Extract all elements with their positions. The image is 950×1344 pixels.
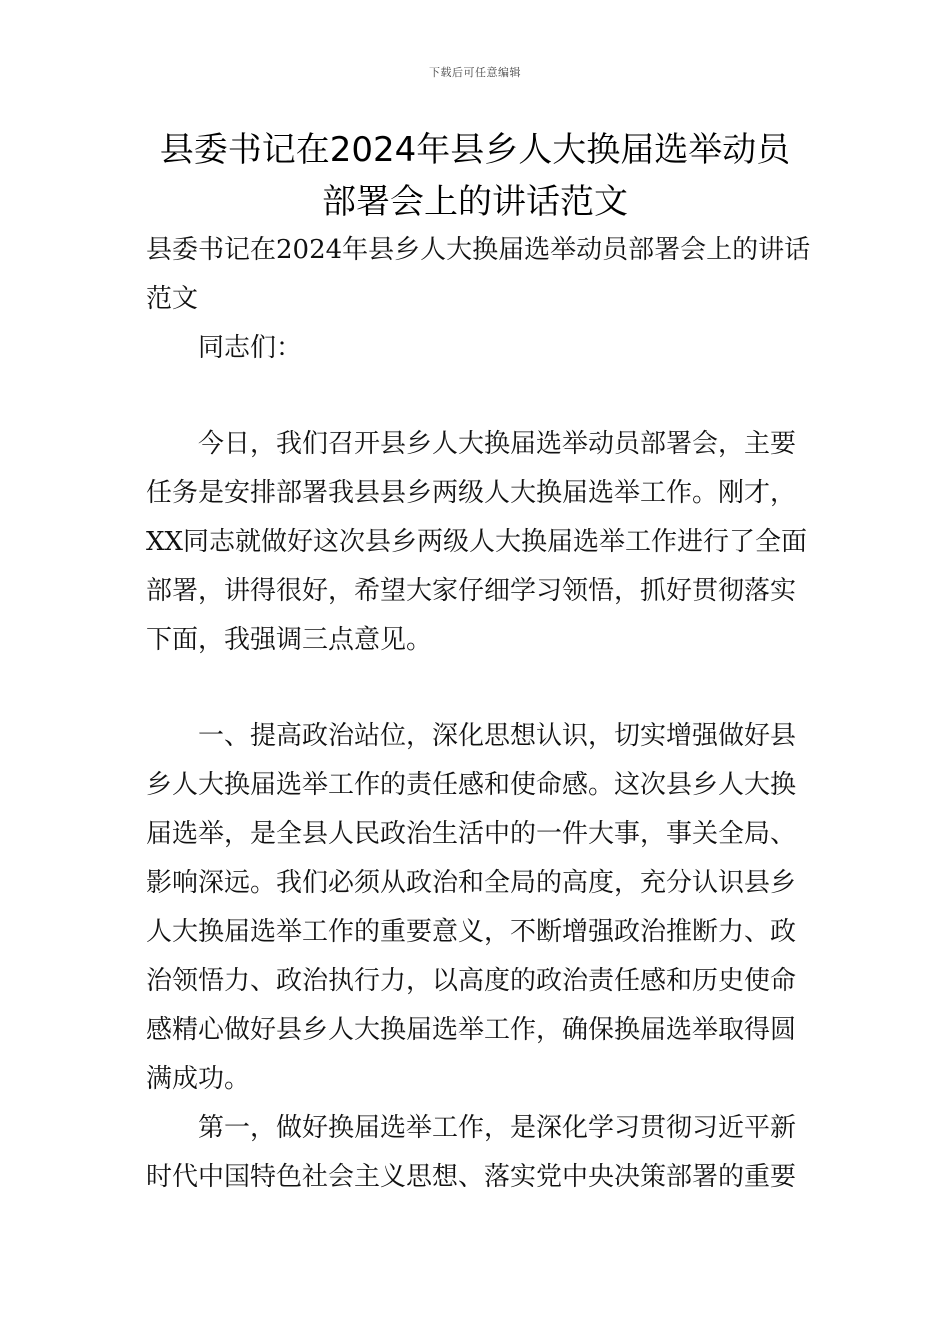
text-line: 治领悟力、政治执行力，以高度的政治责任感和历史使命	[146, 966, 797, 996]
paragraph-spacer	[146, 665, 818, 712]
text-line: 人大换届选举工作的重要意义，不断增强政治推断力、政	[146, 917, 797, 947]
paragraph-first-item	[146, 1104, 818, 1202]
text-line: 部署，讲得很好，希望大家仔细学习领悟，抓好贯彻落实	[146, 576, 797, 606]
text-line: 范文	[146, 284, 199, 314]
paragraph-point-one	[146, 712, 818, 1104]
text-line: 届选举，是全县人民政治生活中的一件大事，事关全局、	[146, 819, 797, 849]
text-line: 下面，我强调三点意见。	[146, 625, 433, 655]
paragraph-spacer	[146, 373, 818, 420]
text-line: XX同志就做好这次县乡两级人大换届选举工作进行了全面	[146, 527, 808, 557]
text-line: 任务是安排部署我县县乡两级人大换届选举工作。刚才，	[146, 478, 797, 508]
paragraph-intro	[146, 420, 818, 665]
text-line: 一、提高政治站位，深化思想认识，切实增强做好县	[198, 721, 797, 751]
text-line: 同志们：	[198, 333, 303, 363]
text-line: 影响深远。我们必须从政治和全局的高度，充分认识县乡	[146, 868, 797, 898]
text-line: 今日，我们召开县乡人大换届选举动员部署会，主要	[198, 429, 797, 459]
paragraph-subtitle	[146, 226, 818, 324]
document-body	[146, 226, 818, 1202]
text-line: 第一，做好换届选举工作，是深化学习贯彻习近平新	[198, 1113, 797, 1143]
text-line: 感精心做好县乡人大换届选举工作，确保换届选举取得圆	[146, 1015, 797, 1045]
header-note: 下载后可任意编辑	[429, 66, 521, 79]
paragraph-salutation	[146, 324, 818, 373]
text-line: 满成功。	[146, 1064, 251, 1094]
document-title	[100, 124, 850, 228]
text-line: 时代中国特色社会主义思想、落实党中央决策部署的重要	[146, 1162, 797, 1192]
text-line: 县委书记在2024年县乡人大换届选举动员部署会上的讲话	[146, 235, 811, 265]
document-title-line-2: 部署会上的讲话范文	[322, 182, 628, 222]
text-line: 乡人大换届选举工作的责任感和使命感。这次县乡人大换	[146, 770, 797, 800]
document-title-line-1: 县委书记在2024年县乡人大换届选举动员	[159, 130, 791, 170]
